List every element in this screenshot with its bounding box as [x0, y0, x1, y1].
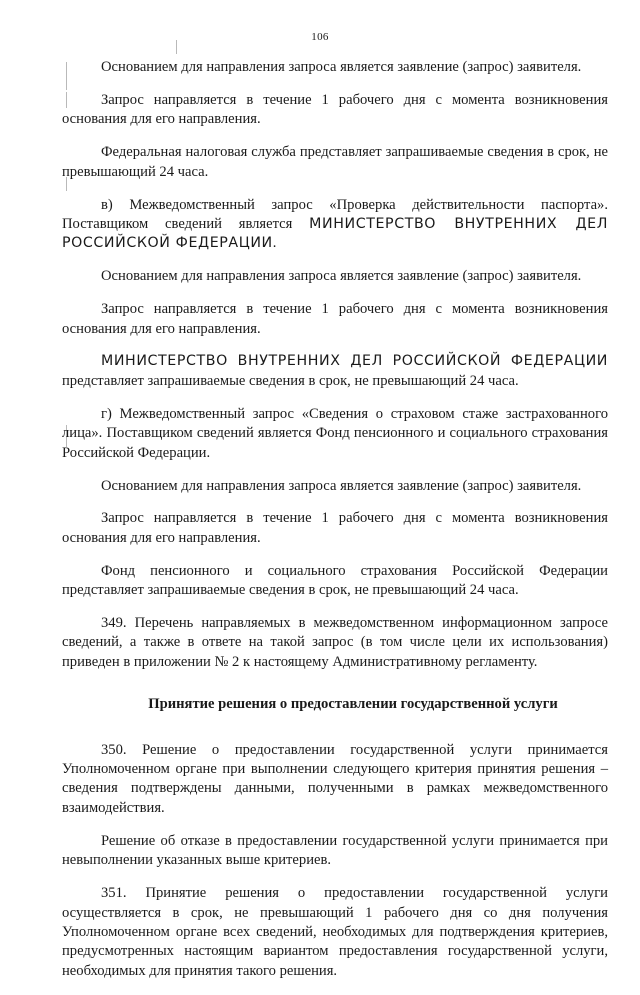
- paragraph: [62, 196, 608, 254]
- document-body: [62, 58, 608, 995]
- paragraph: 351. Принятие решения о предоставлении государственной услуги осуществляется в срок, не превышающий 1 рабочего дня со дня получения Уполномоченном органе всех сведений, необходимых для подтверждения критериев, предусмотренных настоящим вариантом предоставления государственной услуги, необходимых для принятия такого решения.: [62, 885, 608, 979]
- ministry-name: МИНИСТЕРСТВО ВНУТРЕННИХ ДЕЛ РОССИЙСКОЙ ФЕДЕРАЦИИ: [62, 215, 608, 252]
- paragraph: г) Межведомственный запрос «Сведения о страховом стаже застрахованного лица». Поставщиком сведений является Фонд пенсионного и социального страхования Российской Федерации.: [62, 405, 608, 461]
- section-heading: Принятие решения о предоставлении государственной услуги: [148, 696, 558, 713]
- paragraph: [62, 352, 608, 391]
- scan-mark: [176, 40, 177, 54]
- paragraph: 349. Перечень направляемых в межведомственном информационном запросе сведений, а также в ответе на такой запрос (в том числе цели их использования) приведен в приложении № 2 к настоящему Административному регламенту.: [62, 615, 608, 670]
- paragraph: Запрос направляется в течение 1 рабочего дня с момента возникновения основания для его направления.: [62, 91, 608, 128]
- paragraph-text: в) Межведомственный запрос «Проверка действительности паспорта». Поставщиком сведений является: [62, 196, 608, 232]
- paragraph: Основанием для направления запроса является заявление (запрос) заявителя.: [101, 477, 582, 494]
- paragraph: Основанием для направления запроса является заявление (запрос) заявителя.: [101, 268, 582, 285]
- paragraph: Основанием для направления запроса является заявление (запрос) заявителя.: [101, 59, 582, 75]
- paragraph: Запрос направляется в течение 1 рабочего дня с момента возникновения основания для его направления.: [62, 510, 608, 546]
- paragraph: Решение об отказе в предоставлении государственной услуги принимается при невыполнении указанных выше критериев.: [62, 832, 608, 869]
- paragraph: Запрос направляется в течение 1 рабочего дня с момента возникновения основания для его направления.: [62, 301, 608, 337]
- paragraph: Фонд пенсионного и социального страхования Российской Федерации представляет запрашиваемые сведения в срок, не превышающий 24 часа.: [62, 562, 608, 599]
- page-number: 106: [311, 31, 329, 43]
- paragraph-end: .: [272, 235, 277, 252]
- paragraph-text: представляет запрашиваемые сведения в срок, не превышающий 24 часа.: [62, 372, 519, 389]
- paragraph: Федеральная налоговая служба представляет запрашиваемые сведения в срок, не превышающий 24 часа.: [62, 144, 608, 180]
- paragraph: 350. Решение о предоставлении государственной услуги принимается Уполномоченном органе при выполнении следующего критерия принятия решения – сведения подтверждены данными, полученными в рамках межведомственного взаимодействия.: [62, 741, 608, 816]
- ministry-name: МИНИСТЕРСТВО ВНУТРЕННИХ ДЕЛ РОССИЙСКОЙ ФЕДЕРАЦИИ: [101, 353, 608, 370]
